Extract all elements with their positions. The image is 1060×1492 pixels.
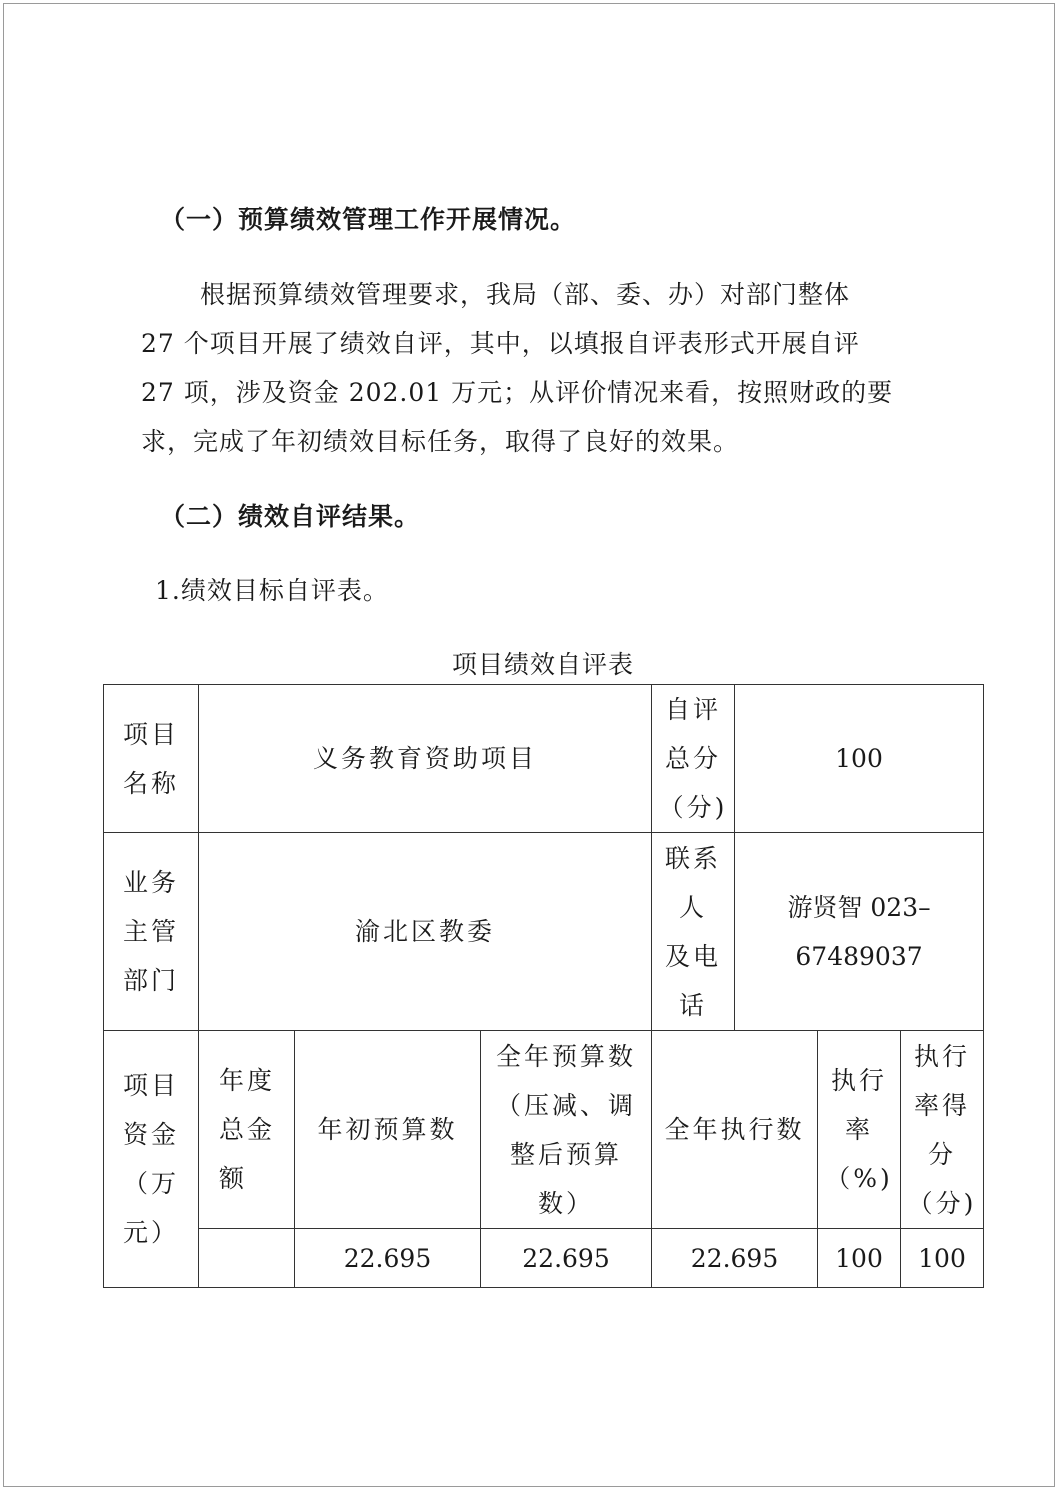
header-full-year-budget: 全年预算数 （压减、调 整后预算 数） — [481, 1031, 652, 1229]
score-label: 自评 总分 （分) — [652, 685, 735, 833]
table-row — [104, 685, 984, 833]
value-annual-total — [199, 1229, 295, 1288]
value-full-year-exec: 22.695 — [652, 1229, 818, 1288]
value-initial-budget: 22.695 — [295, 1229, 481, 1288]
section1-heading: （一）预算绩效管理工作开展情况。 — [160, 205, 577, 234]
table-row — [104, 1031, 984, 1229]
dept-label: 业务 主管 部门 — [104, 833, 199, 1031]
header-full-year-exec: 全年执行数 — [652, 1031, 818, 1229]
table-row — [104, 833, 984, 1031]
table-title: 项目绩效自评表 — [451, 650, 634, 679]
value-exec-score: 100 — [901, 1229, 984, 1288]
contact-label: 联系 人 及电 话 — [652, 833, 735, 1031]
header-annual-total: 年度 总金 额 — [199, 1031, 295, 1229]
paragraph-line-4: 求，完成了年初绩效目标任务，取得了良好的效果。 — [141, 427, 740, 456]
header-initial-budget: 年初预算数 — [295, 1031, 481, 1229]
value-exec-rate: 100 — [818, 1229, 901, 1288]
header-exec-rate: 执行 率 （%) — [818, 1031, 901, 1229]
project-name-value: 义务教育资助项目 — [199, 685, 652, 833]
paragraph-line-1: 根据预算绩效管理要求，我局（部、委、办）对部门整体 — [200, 280, 851, 309]
section2-subheading: 1.绩效目标自评表。 — [155, 576, 389, 605]
section2-heading: （二）绩效自评结果。 — [160, 502, 421, 531]
value-full-year-budget: 22.695 — [481, 1229, 652, 1288]
project-name-label: 项目 名称 — [104, 685, 199, 833]
dept-value: 渝北区教委 — [199, 833, 652, 1031]
score-value: 100 — [735, 685, 984, 833]
performance-table — [103, 684, 984, 1288]
header-exec-score: 执行 率得 分 （分) — [901, 1031, 984, 1229]
paragraph-line-2: 27 个项目开展了绩效自评，其中，以填报自评表形式开展自评 — [141, 329, 860, 358]
paragraph-line-3: 27 项，涉及资金 202.01 万元；从评价情况来看，按照财政的要 — [141, 378, 894, 407]
contact-value: 游贤智 023– 67489037 — [735, 833, 984, 1031]
table-row — [104, 1229, 984, 1288]
funds-label: 项目 资金 （万 元） — [104, 1031, 199, 1288]
